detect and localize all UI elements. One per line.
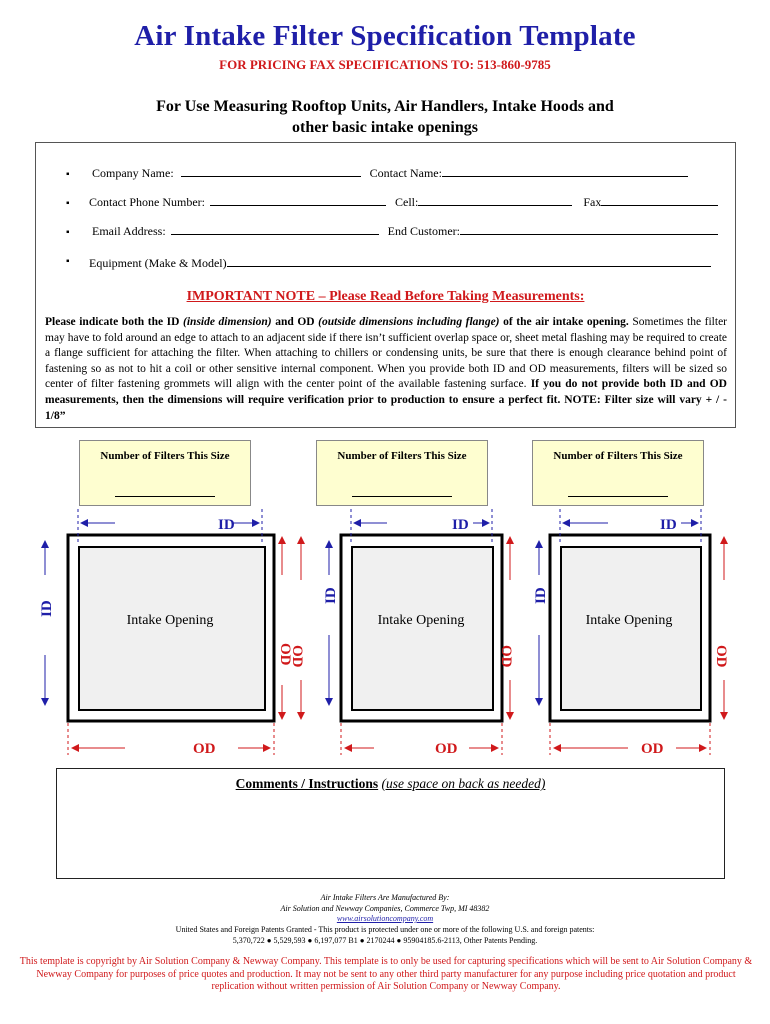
filter-count-label: Number of Filters This Size bbox=[337, 450, 467, 462]
id-label: ID bbox=[660, 517, 677, 533]
id-label: ID bbox=[452, 517, 469, 533]
manufacturer-info bbox=[0, 893, 770, 925]
cell-field[interactable] bbox=[418, 194, 572, 206]
filter-count-label: Number of Filters This Size bbox=[553, 450, 683, 462]
note-part-7: If you do not provide both ID and OD measurements, then the dimensions will require verification prior to production to ensure a perfect fit. NOTE: Filter size will vary + / - 1/8” bbox=[45, 378, 727, 422]
filter-count-box-2 bbox=[316, 440, 488, 506]
note-part-1: Please indicate both the ID bbox=[45, 316, 184, 328]
od-label: OD bbox=[713, 645, 729, 668]
note-part-2: (inside dimension) bbox=[183, 316, 272, 328]
filter-diagram-2 bbox=[275, 505, 525, 765]
contact-note-box bbox=[35, 142, 736, 428]
od-label: OD bbox=[193, 741, 216, 757]
filter-count-field[interactable] bbox=[115, 496, 215, 497]
end-customer-field[interactable] bbox=[460, 223, 718, 235]
company-name-field[interactable] bbox=[181, 165, 361, 177]
email-row bbox=[92, 223, 718, 239]
comments-box[interactable] bbox=[56, 768, 725, 879]
subtitle-line-2: other basic intake openings bbox=[292, 119, 478, 136]
id-label: ID bbox=[533, 587, 549, 604]
bullet-icon: ▪ bbox=[66, 256, 70, 267]
filter-diagram-3 bbox=[492, 505, 742, 765]
footer-line-3: United States and Foreign Patents Granted - This product is protected under one or more of the following U.S. and foreign patents: bbox=[175, 925, 595, 934]
od-label: OD bbox=[641, 741, 664, 757]
comments-label: Comments / Instructions bbox=[235, 776, 379, 791]
od-label: OD bbox=[498, 645, 514, 668]
intake-opening bbox=[561, 547, 701, 710]
important-note-text bbox=[45, 315, 727, 424]
comments-hint: (use space on back as needed) bbox=[381, 776, 546, 791]
intake-opening-label: Intake Opening bbox=[377, 613, 465, 628]
footer-line-2: Air Solution and Newway Companies, Commerce Twp, MI 48382 bbox=[280, 903, 490, 913]
intake-opening-label: Intake Opening bbox=[585, 613, 673, 628]
email-label: Email Address: bbox=[92, 224, 166, 238]
contact-name-field[interactable] bbox=[442, 165, 688, 177]
contact-phone-label: Contact Phone Number: bbox=[89, 195, 205, 209]
equipment-label: Equipment (Make & Model) bbox=[89, 256, 227, 270]
fax-field[interactable] bbox=[601, 194, 718, 206]
filter-diagram-1 bbox=[30, 505, 293, 765]
footer-line-1: Air Intake Filters Are Manufactured By: bbox=[320, 893, 450, 902]
note-part-5: of the air intake opening. bbox=[499, 316, 629, 328]
important-note-title: IMPORTANT NOTE – Please Read Before Taking Measurements: bbox=[186, 289, 585, 304]
subtitle-line-1: For Use Measuring Rooftop Units, Air Handlers, Intake Hoods and bbox=[156, 98, 614, 115]
equipment-field[interactable] bbox=[227, 255, 711, 267]
page-title: Air Intake Filter Specification Template bbox=[134, 20, 636, 52]
company-name-label: Company Name: bbox=[92, 166, 174, 180]
id-label: ID bbox=[218, 517, 235, 533]
note-part-3: and OD bbox=[271, 316, 319, 328]
bullet-icon: ▪ bbox=[66, 169, 70, 180]
comments-heading bbox=[57, 776, 724, 792]
end-customer-label: End Customer: bbox=[387, 224, 460, 238]
equipment-row bbox=[89, 255, 711, 271]
intake-opening bbox=[79, 547, 265, 710]
od-label: OD bbox=[435, 741, 458, 757]
phone-row bbox=[89, 194, 718, 210]
filter-count-label: Number of Filters This Size bbox=[100, 450, 230, 462]
bullet-icon: ▪ bbox=[66, 227, 70, 238]
fax-label: Fax bbox=[583, 195, 602, 209]
copyright-notice: This template is copyright by Air Solution Company & Newway Company. This template is to only be used for capturing specifications which will be sent to Air Solution Company & Newway Company for purposes of price quotes and production. It may not be sent to any other third party manufacturer for any purpose including price quotation and product replication without written permission of Air Solution Company or Newway Company. bbox=[19, 956, 753, 992]
bullet-icon: ▪ bbox=[66, 198, 70, 209]
od-label: OD bbox=[277, 643, 293, 666]
filter-count-field[interactable] bbox=[568, 496, 668, 497]
subtitle bbox=[0, 96, 770, 138]
company-row bbox=[92, 165, 688, 181]
fax-line: FOR PRICING FAX SPECIFICATIONS TO: 513-860-9785 bbox=[219, 57, 551, 72]
intake-opening-label: Intake Opening bbox=[126, 613, 214, 628]
filter-count-box-1 bbox=[79, 440, 251, 506]
note-part-4: (outside dimensions including flange) bbox=[318, 316, 500, 328]
website-link[interactable]: www.airsolutioncompany.com bbox=[336, 914, 434, 923]
filter-count-box-3 bbox=[532, 440, 704, 506]
email-field[interactable] bbox=[171, 223, 379, 235]
intake-opening bbox=[352, 547, 493, 710]
footer-line-4: 5,370,722 ● 5,529,593 ● 6,197,077 B1 ● 2170244 ● 95904185.6-2113, Other Patents Pending. bbox=[232, 935, 538, 945]
cell-label: Cell: bbox=[394, 195, 419, 209]
contact-name-label: Contact Name: bbox=[369, 166, 442, 180]
od-label: OD bbox=[289, 645, 305, 668]
patent-info bbox=[0, 925, 770, 946]
id-label: ID bbox=[323, 587, 339, 604]
filter-count-field[interactable] bbox=[352, 496, 452, 497]
note-part-6: Sometimes the filter may have to fold around an edge to attach to an adjacent side if there isn’t sufficient overlap space or, sheet metal flashing may be required to create a flange sufficient for attaching the filter. When attaching to chillers or condensing units, be sure that there is enough clearance behind point of fastening so as not to hit a coil or other sensitive internal component. When you provide both ID and OD measurements, filters will be sized so center of filter fastening grommets will align with the center point of the available fastening surface. bbox=[45, 316, 728, 391]
id-label: ID bbox=[39, 600, 55, 617]
contact-phone-field[interactable] bbox=[210, 194, 386, 206]
